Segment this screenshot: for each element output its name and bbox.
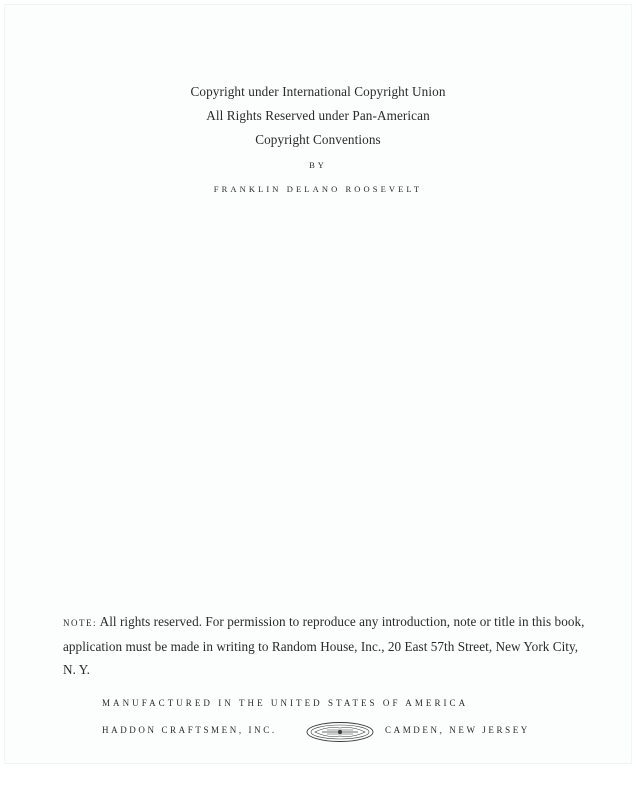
author-name: FRANKLIN DELANO ROOSEVELT [213, 184, 423, 194]
rights-note [63, 610, 593, 681]
note-label: NOTE: [63, 618, 97, 628]
note-body: All rights reserved. For permission to reproduce any introduction, note or title in this book, application must be made in writing to Random House, Inc., 20 East 57th Street, New York City, N. Y. [63, 614, 585, 677]
printer-colophon-icon [305, 720, 375, 744]
manufactured-line: MANUFACTURED IN THE UNITED STATES OF AMERICA [102, 698, 469, 708]
copyright-line-2: All Rights Reserved under Pan-American [206, 108, 430, 123]
copyright-line-1: Copyright under International Copyright Union [190, 84, 446, 99]
imprint-row [102, 723, 542, 745]
printer-name: HADDON CRAFTSMEN, INC. [102, 725, 277, 735]
printer-location: CAMDEN, NEW JERSEY [385, 725, 530, 735]
copyright-line-3: Copyright Conventions [255, 132, 381, 147]
byline-by: BY [309, 160, 327, 170]
